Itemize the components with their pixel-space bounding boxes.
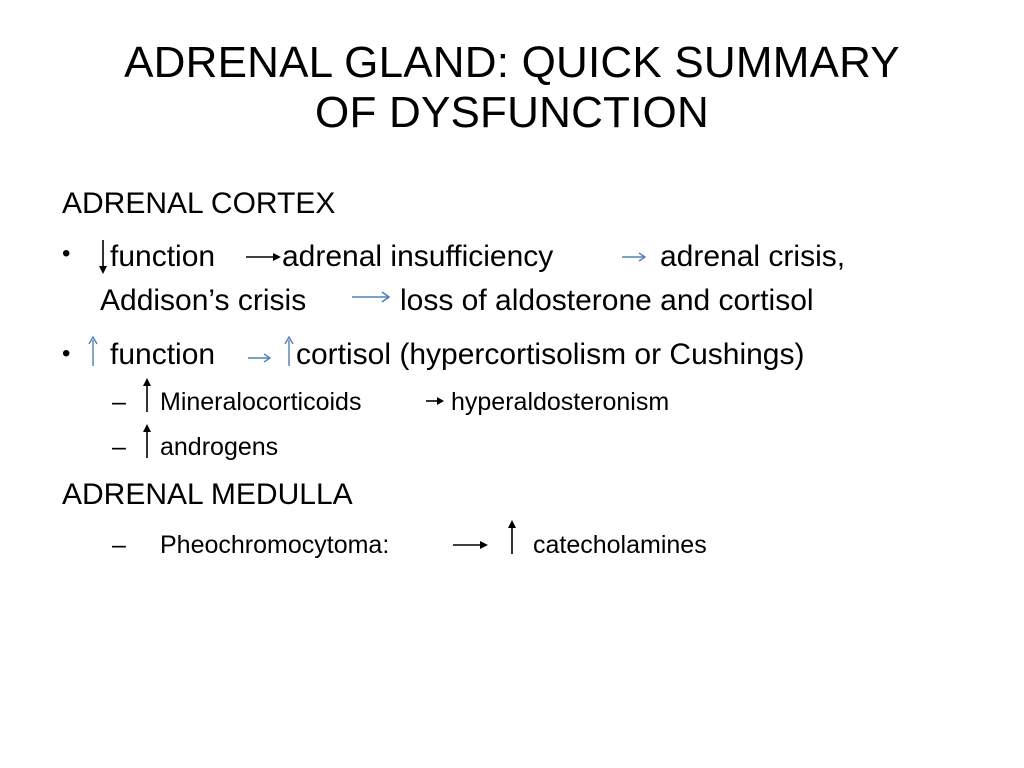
bullet-1: •: [62, 240, 71, 267]
sub-dash-2: –: [112, 433, 126, 461]
cortisol-text: cortisol (hypercortisolism or Cushings): [296, 338, 805, 371]
up-arrow-icon: [140, 422, 154, 460]
medulla-dash: –: [112, 531, 126, 559]
loss-aldosterone-text: loss of aldosterone and cortisol: [400, 284, 814, 317]
down-arrow-icon: [96, 238, 110, 276]
right-arrow-icon: [350, 290, 394, 304]
hyperaldosteronism-text: hyperaldosteronism: [451, 388, 670, 416]
catecholamines-text: catecholamines: [533, 531, 707, 559]
right-arrow-icon: [451, 539, 491, 551]
up-arrow-icon: [505, 518, 519, 556]
addisons-crisis-text: Addison’s crisis: [100, 284, 307, 317]
title-line-2: OF DYSFUNCTION: [315, 88, 709, 137]
cortex-heading: ADRENAL CORTEX: [62, 187, 336, 220]
androgens-text: androgens: [160, 433, 279, 461]
slide-title: [60, 38, 964, 138]
adrenal-crisis-text: adrenal crisis,: [660, 240, 846, 273]
bullet-2: •: [62, 340, 71, 367]
right-arrow-icon: [424, 395, 446, 407]
adrenal-insufficiency-text: adrenal insufficiency: [282, 240, 554, 273]
up-arrow-icon: [140, 376, 154, 414]
sub-dash-1: –: [112, 388, 126, 416]
right-arrow-icon: [246, 352, 274, 364]
title-line-1: ADRENAL GLAND: QUICK SUMMARY: [124, 38, 900, 87]
up-arrow-icon: [282, 334, 296, 368]
decreased-function-text: function: [110, 240, 216, 273]
right-arrow-icon: [620, 251, 650, 263]
up-arrow-icon: [86, 334, 100, 368]
medulla-heading: ADRENAL MEDULLA: [62, 478, 353, 511]
increased-function-text: function: [110, 338, 216, 371]
right-arrow-icon: [244, 250, 284, 264]
pheochromocytoma-text: Pheochromocytoma:: [160, 531, 390, 559]
mineralocorticoids-text: Mineralocorticoids: [160, 388, 362, 416]
